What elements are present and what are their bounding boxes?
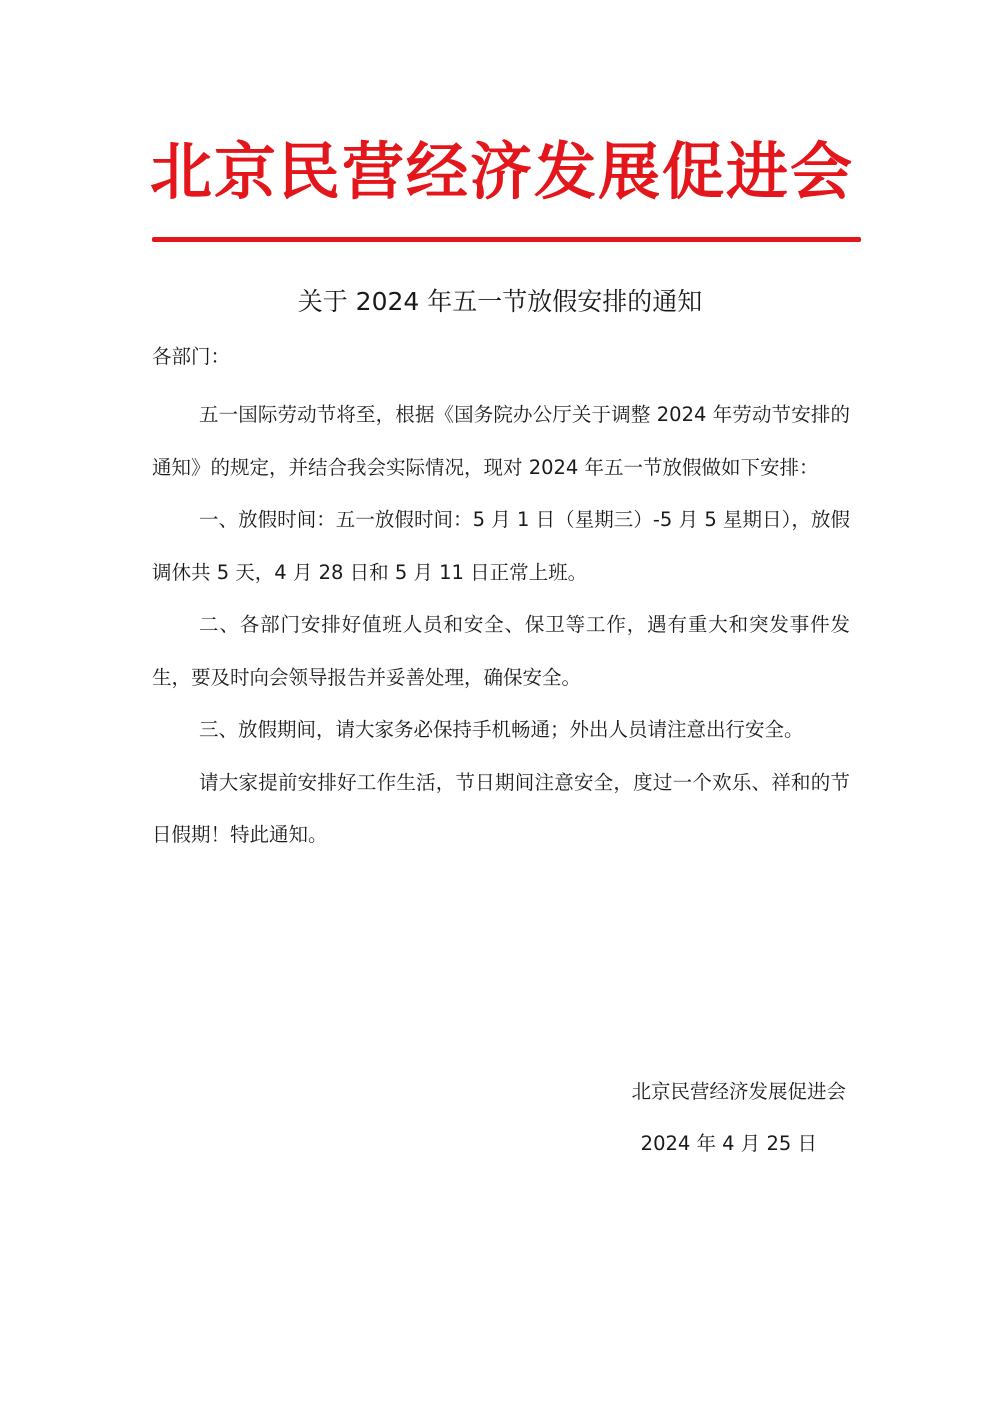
document-title: 关于 2024 年五一节放假安排的通知 xyxy=(297,287,703,316)
masthead-title: 北京民营经济发展促进会 xyxy=(150,135,855,208)
paragraph-item-3: 三、放假期间，请大家务必保持手机畅通；外出人员请注意出行安全。 xyxy=(199,718,804,741)
paragraph-item-2: 二、各部门安排好值班人员和安全、保卫等工作，遇有重大和突发事件发生，要及时向会领导报告并妥善处理，确保安全。 xyxy=(152,613,850,689)
masthead-divider xyxy=(152,237,861,242)
paragraph-intro: 五一国际劳动节将至，根据《国务院办公厅关于调整 2024 年劳动节安排的通知》的规定，并结合我会实际情况，现对 2024 年五一节放假做如下安排： xyxy=(152,403,850,479)
signature-date: 2024 年 4 月 25 日 xyxy=(640,1132,817,1155)
paragraph-closing: 请大家提前安排好工作生活，节日期间注意安全，度过一个欢乐、祥和的节日假期！特此通知。 xyxy=(152,770,850,846)
document-body xyxy=(152,389,850,862)
salutation: 各部门： xyxy=(152,345,231,368)
signature-organization: 北京民营经济发展促进会 xyxy=(631,1080,846,1103)
paragraph-item-1: 一、放假时间：五一放假时间：5 月 1 日（星期三）-5 月 5 星期日），放假调休共 5 天，4 月 28 日和 5 月 11 日正常上班。 xyxy=(152,508,850,584)
